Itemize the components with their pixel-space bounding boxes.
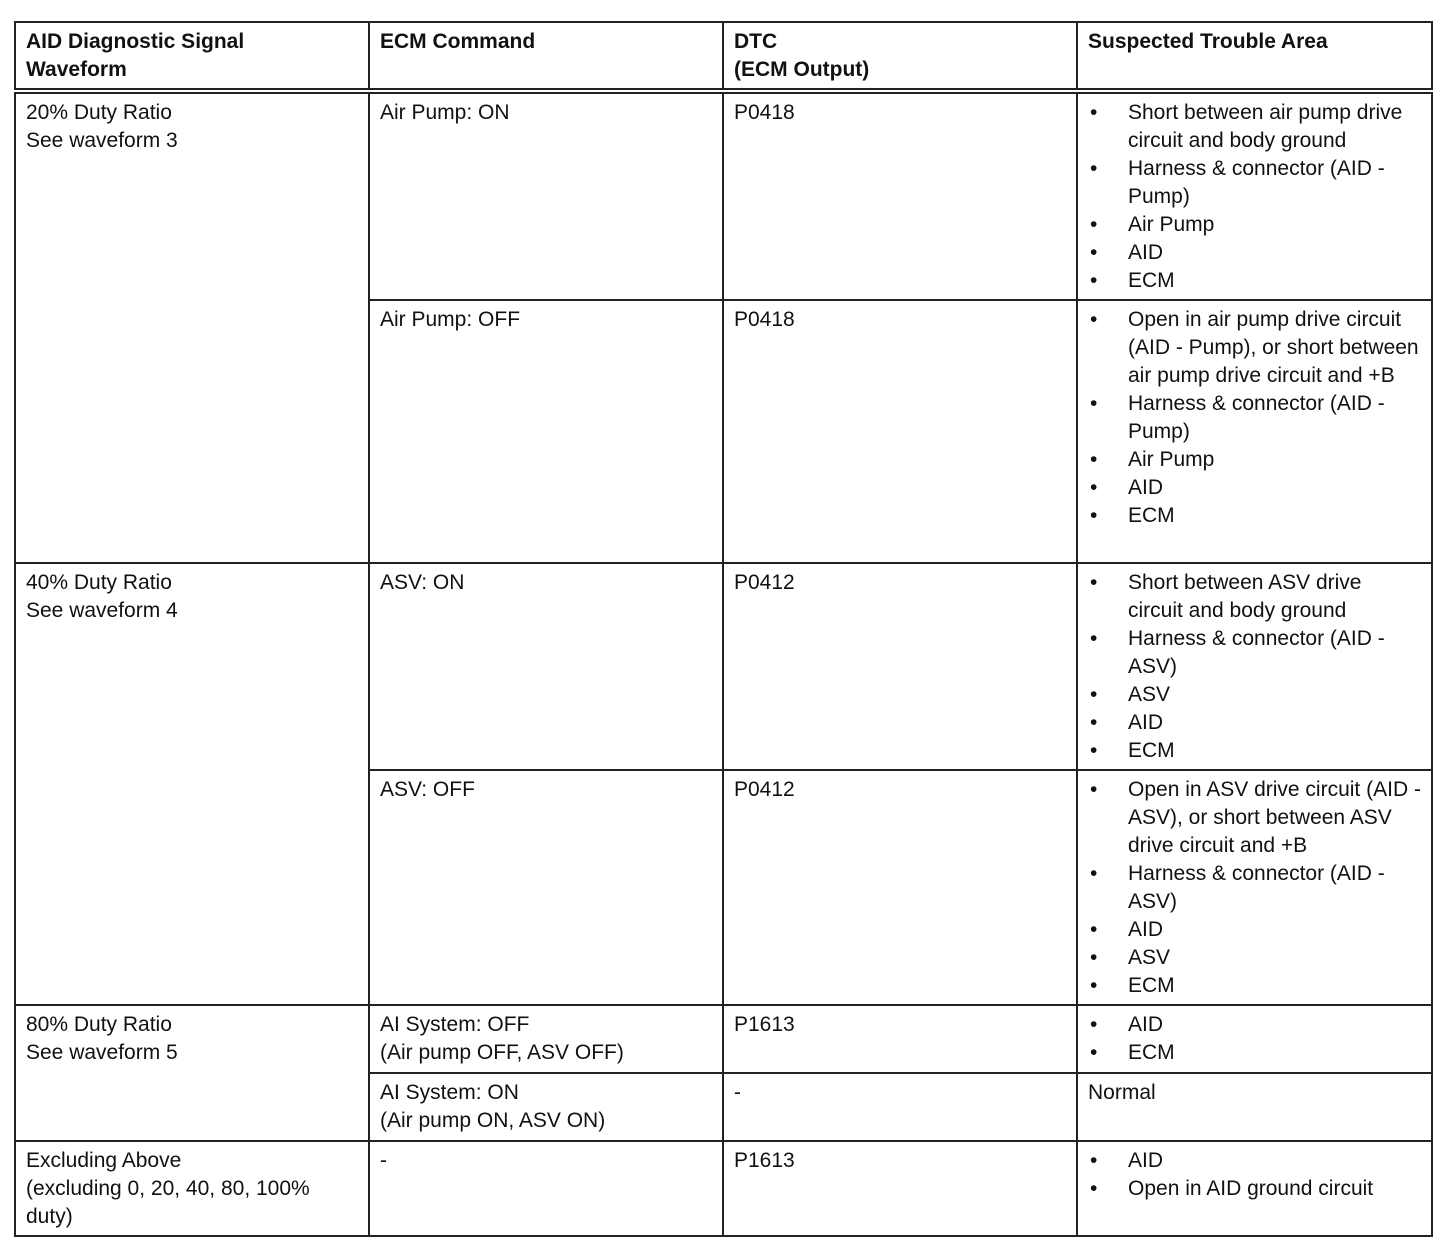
header-waveform bbox=[15, 22, 369, 91]
waveform-text: See waveform 3 bbox=[26, 129, 178, 152]
waveform-text: See waveform 5 bbox=[26, 1041, 178, 1064]
list-item: • Air Pump bbox=[1088, 446, 1421, 474]
dtc-text: P0418 bbox=[734, 101, 795, 124]
waveform-text: duty) bbox=[26, 1205, 73, 1228]
command-cell bbox=[369, 770, 723, 1005]
dtc-text: P0412 bbox=[734, 778, 795, 801]
trouble-area-list bbox=[1088, 1147, 1421, 1203]
command-text: ASV: OFF bbox=[380, 778, 475, 801]
list-item: • AID bbox=[1088, 709, 1421, 737]
waveform-text: 20% Duty Ratio bbox=[26, 101, 172, 124]
list-item: • Open in ASV drive circuit (AID - ASV), or short between ASV drive circuit and +B bbox=[1088, 776, 1421, 860]
command-cell bbox=[369, 91, 723, 300]
header-ecm-command bbox=[369, 22, 723, 91]
trouble-area-list bbox=[1088, 569, 1421, 765]
command-text: Air Pump: OFF bbox=[380, 308, 521, 331]
command-cell bbox=[369, 1073, 723, 1141]
list-item: • ECM bbox=[1088, 267, 1421, 295]
command-text: AI System: OFF bbox=[380, 1013, 530, 1036]
command-text: (Air pump ON, ASV ON) bbox=[380, 1109, 606, 1132]
list-item: • Harness & connector (AID - Pump) bbox=[1088, 390, 1421, 446]
waveform-cell bbox=[15, 91, 369, 563]
command-text: - bbox=[380, 1149, 387, 1172]
trouble-area-cell bbox=[1077, 300, 1432, 563]
trouble-area-cell bbox=[1077, 91, 1432, 300]
list-item: • ECM bbox=[1088, 502, 1421, 530]
waveform-cell bbox=[15, 563, 369, 1005]
command-text: ASV: ON bbox=[380, 571, 465, 594]
waveform-text: 40% Duty Ratio bbox=[26, 571, 172, 594]
list-item: • Open in AID ground circuit bbox=[1088, 1175, 1421, 1203]
waveform-text: 80% Duty Ratio bbox=[26, 1013, 172, 1036]
header-row bbox=[15, 22, 1432, 91]
dtc-cell bbox=[723, 91, 1077, 300]
trouble-area-cell bbox=[1077, 563, 1432, 770]
command-cell bbox=[369, 1005, 723, 1073]
table-row bbox=[15, 1005, 1432, 1073]
trouble-area-list bbox=[1088, 99, 1421, 295]
list-item: • ECM bbox=[1088, 1039, 1421, 1067]
dtc-cell bbox=[723, 1005, 1077, 1073]
command-cell bbox=[369, 1141, 723, 1236]
waveform-text: See waveform 4 bbox=[26, 599, 178, 622]
list-item: • Harness & connector (AID - ASV) bbox=[1088, 860, 1421, 916]
trouble-area-cell bbox=[1077, 1141, 1432, 1236]
list-item: • AID bbox=[1088, 1011, 1421, 1039]
list-item: • ASV bbox=[1088, 681, 1421, 709]
dtc-cell bbox=[723, 770, 1077, 1005]
dtc-cell bbox=[723, 1141, 1077, 1236]
header-text: (ECM Output) bbox=[734, 58, 870, 81]
list-item: • Harness & connector (AID - ASV) bbox=[1088, 625, 1421, 681]
trouble-area-cell bbox=[1077, 770, 1432, 1005]
header-text: Suspected Trouble Area bbox=[1088, 30, 1328, 53]
dtc-text: - bbox=[734, 1081, 741, 1104]
dtc-text: P1613 bbox=[734, 1013, 795, 1036]
command-text: AI System: ON bbox=[380, 1081, 519, 1104]
command-text: Air Pump: ON bbox=[380, 101, 510, 124]
list-item: • ASV bbox=[1088, 944, 1421, 972]
dtc-cell bbox=[723, 1073, 1077, 1141]
trouble-area-list bbox=[1088, 1011, 1421, 1067]
trouble-area-list bbox=[1088, 776, 1421, 1000]
table-row bbox=[15, 1141, 1432, 1236]
header-text: AID Diagnostic Signal bbox=[26, 30, 245, 53]
list-item: • Harness & connector (AID - Pump) bbox=[1088, 155, 1421, 211]
waveform-cell bbox=[15, 1141, 369, 1236]
table-row bbox=[15, 91, 1432, 300]
header-text: Waveform bbox=[26, 58, 127, 81]
trouble-area-text: Normal bbox=[1088, 1081, 1156, 1104]
dtc-cell bbox=[723, 563, 1077, 770]
header-text: DTC bbox=[734, 30, 778, 53]
trouble-area-cell bbox=[1077, 1073, 1432, 1141]
command-text: (Air pump OFF, ASV OFF) bbox=[380, 1041, 624, 1064]
waveform-text: Excluding Above bbox=[26, 1149, 182, 1172]
trouble-area-list bbox=[1088, 306, 1421, 530]
dtc-text: P0412 bbox=[734, 571, 795, 594]
list-item: • Short between ASV drive circuit and body ground bbox=[1088, 569, 1421, 625]
list-item: • AID bbox=[1088, 239, 1421, 267]
list-item: • ECM bbox=[1088, 737, 1421, 765]
list-item: • AID bbox=[1088, 1147, 1421, 1175]
trouble-area-cell bbox=[1077, 1005, 1432, 1073]
waveform-text: (excluding 0, 20, 40, 80, 100% bbox=[26, 1177, 310, 1200]
diagnostic-table bbox=[14, 21, 1433, 1237]
list-item: • AID bbox=[1088, 916, 1421, 944]
dtc-text: P0418 bbox=[734, 308, 795, 331]
command-cell bbox=[369, 300, 723, 563]
table-row bbox=[15, 563, 1432, 770]
list-item: • AID bbox=[1088, 474, 1421, 502]
list-item: • Air Pump bbox=[1088, 211, 1421, 239]
list-item: • ECM bbox=[1088, 972, 1421, 1000]
header-dtc bbox=[723, 22, 1077, 91]
list-item: • Open in air pump drive circuit (AID - Pump), or short between air pump drive circuit and +B bbox=[1088, 306, 1421, 390]
header-trouble-area bbox=[1077, 22, 1432, 91]
command-cell bbox=[369, 563, 723, 770]
list-item: • Short between air pump drive circuit and body ground bbox=[1088, 99, 1421, 155]
waveform-cell bbox=[15, 1005, 369, 1141]
dtc-cell bbox=[723, 300, 1077, 563]
header-text: ECM Command bbox=[380, 30, 536, 53]
dtc-text: P1613 bbox=[734, 1149, 795, 1172]
